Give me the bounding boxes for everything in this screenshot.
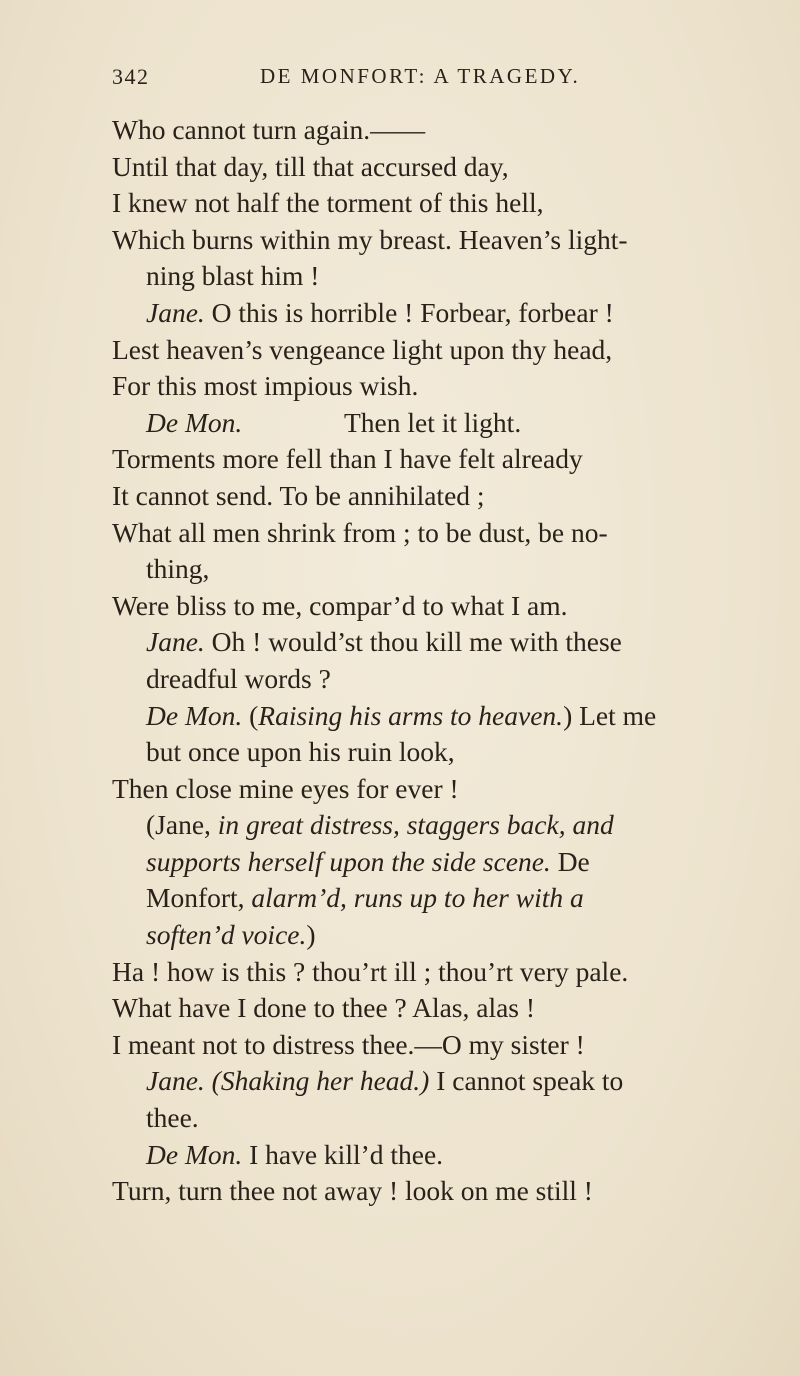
text-line: Who cannot turn again.—— bbox=[112, 114, 426, 145]
text-line: Turn, turn thee not away ! look on me still ! bbox=[112, 1175, 593, 1207]
speech-line: Jane. (Shaking her head.) I cannot speak to bbox=[146, 1065, 624, 1097]
text-line: I meant not to distress thee.—O my sister ! bbox=[112, 1028, 585, 1060]
text-line: It cannot send. To be annihilated ; bbox=[112, 479, 485, 511]
stage-direction-line: (Jane, in great distress, staggers back, and bbox=[146, 809, 614, 841]
speaker-name: De Mon. bbox=[146, 406, 243, 438]
text-line: Were bliss to me, compar’d to what I am. bbox=[112, 589, 568, 621]
speaker-name: Jane. bbox=[146, 296, 205, 328]
text-line: thing, bbox=[146, 553, 210, 585]
stage-direction-line: Monfort, alarm’d, runs up to her with a bbox=[146, 882, 584, 914]
speaker-name: Jane. bbox=[146, 1065, 205, 1097]
stage-direction-line: supports herself upon the side scene. De bbox=[146, 845, 590, 877]
speaker-name: De Mon. bbox=[146, 699, 243, 731]
text-line: What have I done to thee ? Alas, alas ! bbox=[112, 992, 536, 1024]
speech-line: De Mon. Then let it light. bbox=[112, 405, 712, 442]
page-number: 342 bbox=[112, 64, 150, 89]
text-line: Torments more fell than I have felt already bbox=[112, 443, 583, 475]
stage-direction: (Shaking her head.) bbox=[211, 1065, 430, 1097]
text-line: Lest heaven’s vengeance light upon thy head, bbox=[112, 333, 613, 365]
stage-direction-line: soften’d voice.) bbox=[146, 919, 316, 951]
speech-line: Jane. O this is horrible ! Forbear, forbear ! bbox=[146, 296, 614, 328]
text-line: dreadful words ? bbox=[146, 662, 331, 694]
stage-direction: Raising his arms to heaven. bbox=[258, 699, 564, 731]
speaker-name: Jane. bbox=[146, 626, 205, 658]
text-line: What all men shrink from ; to be dust, be no- bbox=[112, 516, 608, 548]
text-line: Then close mine eyes for ever ! bbox=[112, 772, 459, 804]
speech-line: De Mon. I have kill’d thee. bbox=[146, 1138, 444, 1170]
text-line: thee. bbox=[146, 1102, 199, 1134]
text-line: Ha ! how is this ? thou’rt ill ; thou’rt very pale. bbox=[112, 955, 629, 987]
text-line: ning blast him ! bbox=[146, 260, 320, 292]
play-text bbox=[112, 112, 712, 1210]
running-title: DE MONFORT: A TRAGEDY. bbox=[260, 64, 581, 88]
text-line: For this most impious wish. bbox=[112, 370, 419, 402]
speech-line: De Mon. (Raising his arms to heaven.) Let me bbox=[146, 699, 657, 731]
speech-line: Jane. Oh ! would’st thou kill me with these bbox=[146, 626, 622, 658]
text-line: Which burns within my breast. Heaven’s light- bbox=[112, 223, 628, 255]
text-line: but once upon his ruin look, bbox=[146, 736, 455, 768]
text-line: I knew not half the torment of this hell, bbox=[112, 187, 544, 219]
page-header bbox=[112, 64, 732, 98]
text-line: Until that day, till that accursed day, bbox=[112, 150, 509, 182]
speaker-name: De Mon. bbox=[146, 1138, 243, 1170]
